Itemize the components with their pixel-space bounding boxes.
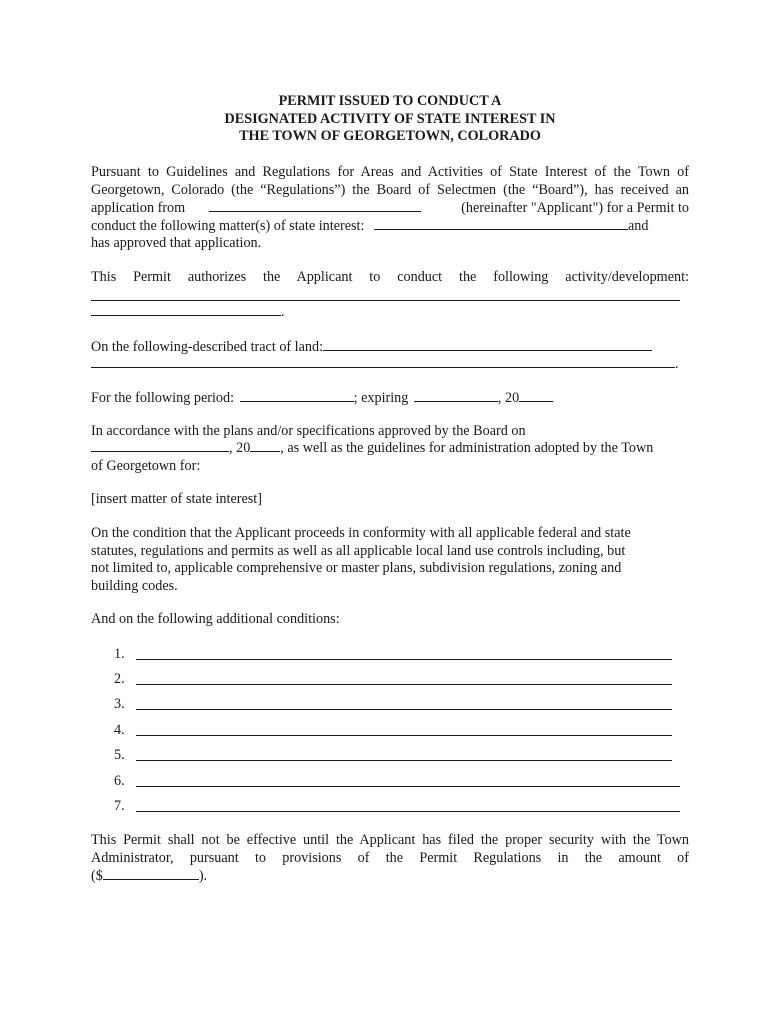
approval-date-field[interactable] [91,439,229,452]
para6-line2: Administrator, pursuant to provisions of the Permit Regulations in the amount of [91,850,689,866]
applicant-name-field[interactable] [209,199,421,212]
title-line-1: PERMIT ISSUED TO CONDUCT A [278,93,502,109]
tract-field-line1[interactable] [323,338,652,351]
approval-year-field[interactable] [250,439,280,452]
condition-item [91,670,689,688]
amount-field[interactable] [103,867,199,880]
condition-item [91,746,689,764]
para1-line5: has approved that application. [91,235,262,251]
application-from-label: application from [91,200,186,216]
para6-line3 [91,867,207,885]
condition-field[interactable] [136,695,672,710]
para1-line3 [91,199,689,217]
title-line-2: DESIGNATED ACTIVITY OF STATE INTEREST IN [224,110,556,127]
guidelines-text: , as well as the guidelines for administration adopted by the Town [280,440,654,456]
tract-label: On the following-described tract of land: [91,339,324,355]
condition-number: 7. [114,798,125,814]
amount-prefix: ($ [91,868,103,884]
para4-line1: In accordance with the plans and/or specifications approved by the Board on [91,423,526,439]
condition-item [91,772,689,790]
condition-number: 1. [114,646,125,662]
condition-field[interactable] [136,746,672,761]
condition-field[interactable] [136,721,672,736]
condition-field[interactable] [136,772,680,787]
activity-field-line2[interactable] [91,303,281,316]
para4-line3: of Georgetown for: [91,458,201,474]
para4-line2 [91,439,689,457]
matter-label: conduct the following matter(s) of state interest: [91,218,365,234]
condition-number: 2. [114,671,125,687]
condition-number: 4. [114,722,125,738]
para2-line3 [91,303,285,321]
tract-end: . [675,356,679,372]
and-text: and [627,218,649,234]
additional-conditions-label: And on the following additional conditions: [91,611,340,627]
tract-field-line2[interactable] [91,355,675,368]
title-line-3: THE TOWN OF GEORGETOWN, COLORADO [239,128,541,144]
tract-line2 [91,355,679,373]
amount-suffix: ). [198,868,208,884]
approval-year-label: , 20 [229,440,251,456]
expiring-year-label: , 20 [497,390,520,406]
condition-field[interactable] [136,645,672,660]
expiring-date-field[interactable] [414,389,498,402]
condition-number: 5. [114,747,125,763]
condition-item [91,645,689,663]
condition-field[interactable] [136,670,672,685]
para2-end: . [281,304,285,320]
period-line [91,389,553,407]
para2-line1: This Permit authorizes the Applicant to conduct the following activity/development: [91,269,689,285]
para5-line2: statutes, regulations and permits as well as all applicable local land use controls including, but [91,543,626,559]
para5-line1: On the condition that the Applicant proceeds in conformity with all applicable federal and state [91,525,631,541]
condition-item [91,797,689,815]
tract-line1 [91,338,652,356]
condition-item [91,695,689,713]
condition-number: 3. [114,696,125,712]
period-label: For the following period: [91,390,235,406]
hereinafter-text: (hereinafter "Applicant") for a Permit to [461,200,689,216]
para6-line1: This Permit shall not be effective until the Applicant has filed the proper security with the Town [91,832,689,848]
condition-field[interactable] [136,797,680,812]
activity-field-line1[interactable] [91,300,680,301]
expiring-label: ; expiring [353,390,409,406]
matter-of-state-interest-field[interactable] [374,217,628,230]
para1-line2: Georgetown, Colorado (the “Regulations”) the Board of Selectmen (the “Board”), has received an [91,182,689,198]
para5-line4: building codes. [91,578,178,594]
para1-line4 [91,217,689,235]
para1-line1: Pursuant to Guidelines and Regulations for Areas and Activities of State Interest of the Town of [91,164,689,180]
condition-item [91,721,689,739]
condition-number: 6. [114,773,125,789]
para5-line3: not limited to, applicable comprehensive or master plans, subdivision regulations, zoning and [91,560,622,576]
period-field[interactable] [240,389,354,402]
document-title [91,93,689,146]
insert-placeholder: [insert matter of state interest] [91,491,262,507]
expiring-year-field[interactable] [519,389,553,402]
